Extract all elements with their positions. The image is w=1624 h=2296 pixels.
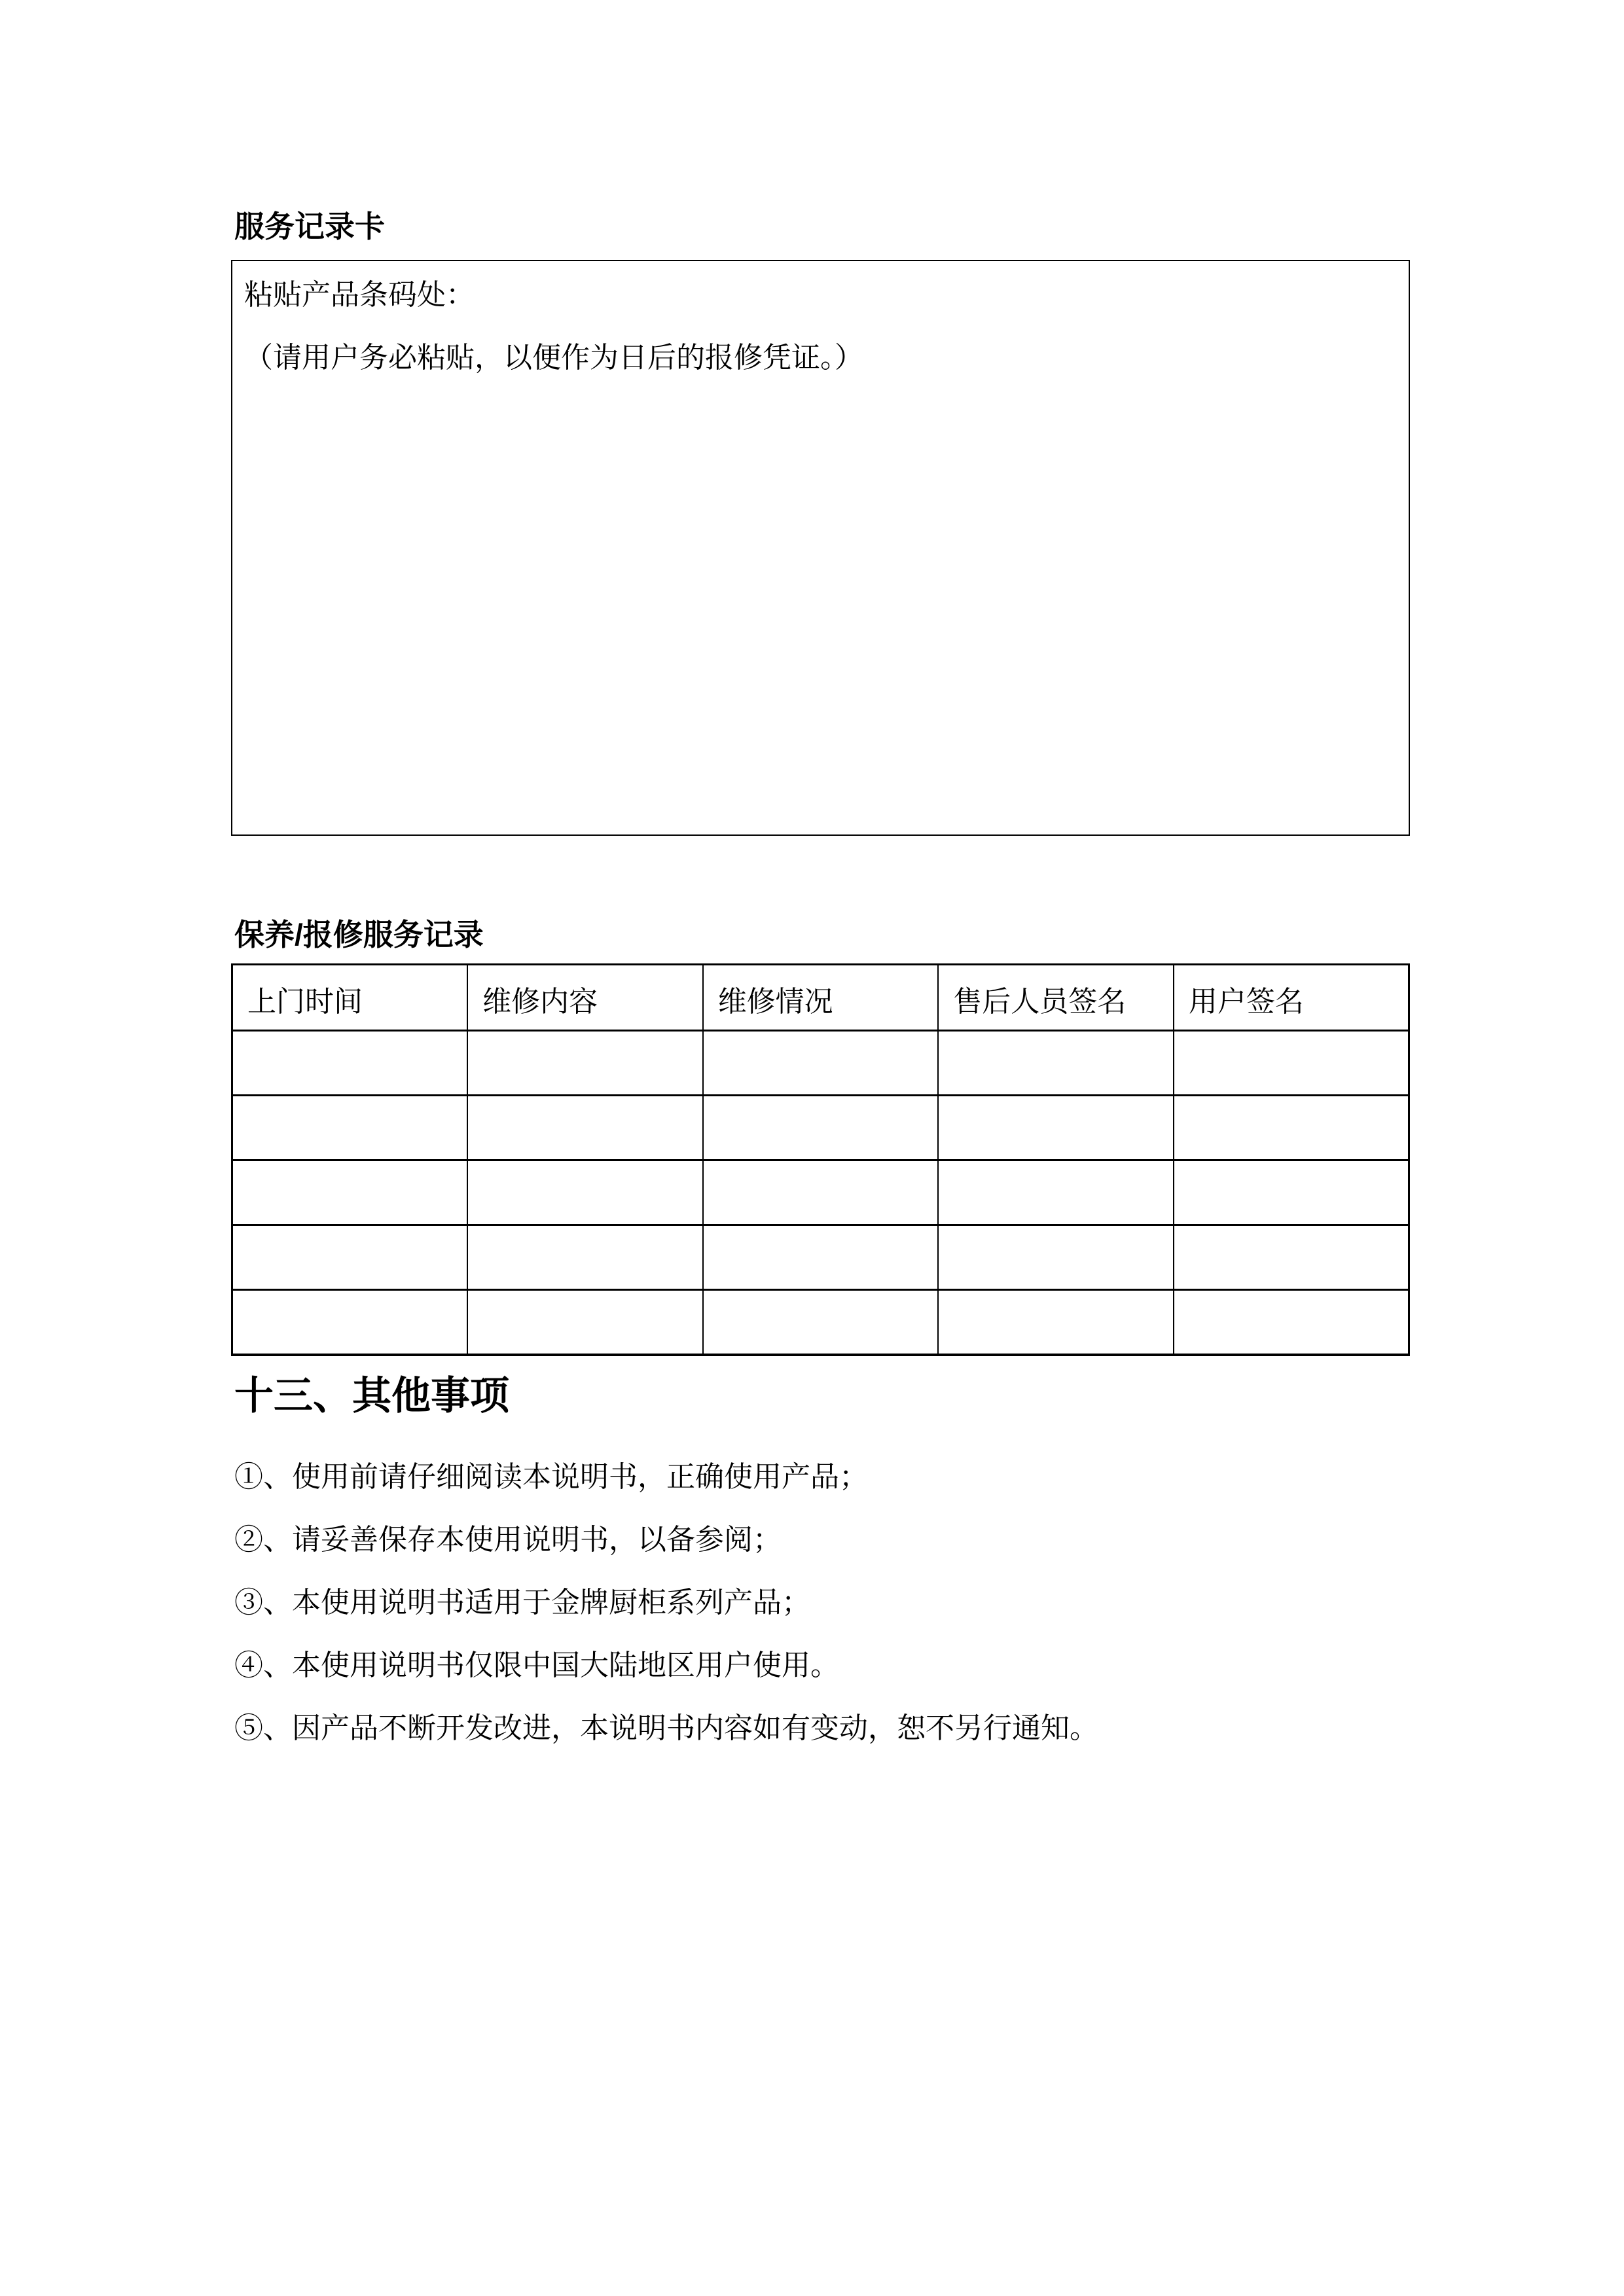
table-cell-empty	[467, 1160, 703, 1225]
table-cell-empty	[232, 1160, 468, 1225]
barcode-paste-box	[231, 260, 1410, 836]
table-row	[232, 1160, 1409, 1225]
table-row	[232, 1290, 1409, 1355]
table-cell-empty	[1174, 1031, 1409, 1096]
table-row	[232, 1225, 1409, 1290]
header-staff-signature: 售后人员签名	[938, 965, 1174, 1031]
other-matters-notes	[234, 1446, 1098, 1760]
table-cell-empty	[232, 1290, 468, 1355]
service-table-body	[232, 1031, 1409, 1355]
table-cell-empty	[703, 1096, 939, 1160]
table-cell-empty	[938, 1096, 1174, 1160]
maintenance-record-title: 保养/报修服务记录	[234, 918, 484, 952]
table-header-row	[232, 965, 1409, 1031]
note-item: ⑤、因产品不断开发改进，本说明书内容如有变动，恕不另行通知。	[234, 1712, 1098, 1744]
table-cell-empty	[703, 1160, 939, 1225]
table-cell-empty	[467, 1290, 703, 1355]
table-cell-empty	[1174, 1160, 1409, 1225]
barcode-box-label: 粘贴产品条码处：	[244, 279, 475, 311]
table-cell-empty	[467, 1031, 703, 1096]
note-item: ③、本使用说明书适用于金牌厨柜系列产品；	[234, 1587, 810, 1619]
table-cell-empty	[938, 1160, 1174, 1225]
note-item: ④、本使用说明书仅限中国大陆地区用户使用。	[234, 1649, 839, 1681]
note-item: ②、请妥善保存本使用说明书，以备参阅；	[234, 1524, 782, 1556]
note-item: ①、使用前请仔细阅读本说明书，正确使用产品；	[234, 1461, 868, 1493]
table-cell-empty	[703, 1225, 939, 1290]
service-table-header	[232, 965, 1409, 1031]
table-cell-empty	[938, 1290, 1174, 1355]
table-cell-empty	[938, 1031, 1174, 1096]
table-cell-empty	[1174, 1096, 1409, 1160]
table-cell-empty	[703, 1031, 939, 1096]
table-cell-empty	[703, 1290, 939, 1355]
service-card-title: 服务记录卡	[234, 209, 385, 243]
header-user-signature: 用户签名	[1174, 965, 1409, 1031]
table-cell-empty	[467, 1096, 703, 1160]
header-repair-content: 维修内容	[467, 965, 703, 1031]
service-record-table	[231, 963, 1410, 1356]
header-visit-time: 上门时间	[232, 965, 468, 1031]
other-matters-title: 十三、其他事项	[234, 1374, 509, 1418]
header-repair-status: 维修情况	[703, 965, 939, 1031]
table-cell-empty	[1174, 1225, 1409, 1290]
table-cell-empty	[232, 1225, 468, 1290]
table-cell-empty	[232, 1031, 468, 1096]
table-row	[232, 1031, 1409, 1096]
barcode-box-instruction: （请用户务必粘贴，以便作为日后的报修凭证。）	[244, 342, 863, 374]
table-cell-empty	[1174, 1290, 1409, 1355]
table-cell-empty	[232, 1096, 468, 1160]
table-cell-empty	[938, 1225, 1174, 1290]
table-row	[232, 1096, 1409, 1160]
table-cell-empty	[467, 1225, 703, 1290]
